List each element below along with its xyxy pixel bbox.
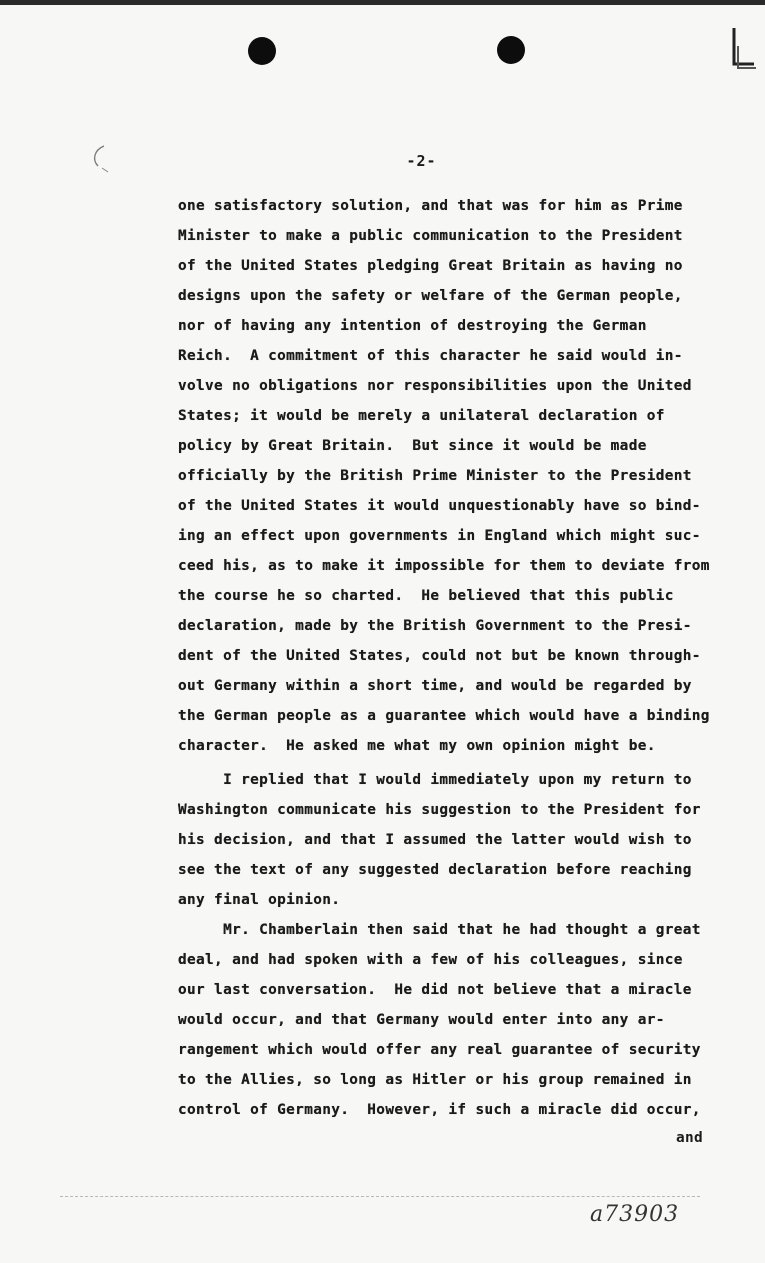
continuation-word: and <box>676 1130 704 1146</box>
text-line: out Germany within a short time, and would be regarded by <box>178 678 692 694</box>
binder-clip-mark <box>728 24 758 74</box>
text-line: our last conversation. He did not believe that a miracle <box>178 982 692 998</box>
punch-hole-left <box>248 37 276 65</box>
page-number: -2- <box>406 152 437 170</box>
text-line: volve no obligations nor responsibilities upon the United <box>178 378 692 394</box>
text-line: Minister to make a public communication to the President <box>178 228 683 244</box>
text-line: would occur, and that Germany would enter into any ar- <box>178 1012 665 1028</box>
text-line: dent of the United States, could not but be known through- <box>178 648 701 664</box>
text-line: designs upon the safety or welfare of the German people, <box>178 288 683 304</box>
text-line: States; it would be merely a unilateral declaration of <box>178 408 665 424</box>
text-line: Mr. Chamberlain then said that he had thought a great <box>178 922 701 938</box>
text-line: ing an effect upon governments in England which might suc- <box>178 528 701 544</box>
text-line: see the text of any suggested declaration before reaching <box>178 862 692 878</box>
text-line: control of Germany. However, if such a miracle did occur, <box>178 1102 701 1118</box>
text-line: nor of having any intention of destroying the German <box>178 318 647 334</box>
text-line: of the United States pledging Great Britain as having no <box>178 258 683 274</box>
text-line: ceed his, as to make it impossible for them to deviate from <box>178 558 710 574</box>
handwritten-document-id: a73903 <box>590 1202 680 1227</box>
text-line: policy by Great Britain. But since it would be made <box>178 438 647 454</box>
text-line: one satisfactory solution, and that was for him as Prime <box>178 198 683 214</box>
text-line: any final opinion. <box>178 892 341 908</box>
text-line: of the United States it would unquestionably have so bind- <box>178 498 701 514</box>
text-line: deal, and had spoken with a few of his colleagues, since <box>178 952 683 968</box>
punch-hole-right <box>497 36 525 64</box>
text-line: I replied that I would immediately upon my return to <box>178 772 692 788</box>
footer-rule <box>60 1196 700 1197</box>
text-line: rangement which would offer any real guarantee of security <box>178 1042 701 1058</box>
text-line: declaration, made by the British Government to the Presi- <box>178 618 692 634</box>
text-line: to the Allies, so long as Hitler or his group remained in <box>178 1072 692 1088</box>
text-line: Reich. A commitment of this character he said would in- <box>178 348 683 364</box>
text-line: officially by the British Prime Minister to the President <box>178 468 692 484</box>
scan-top-edge <box>0 0 765 5</box>
text-line: character. He asked me what my own opinion might be. <box>178 738 656 754</box>
text-line: his decision, and that I assumed the latter would wish to <box>178 832 692 848</box>
text-line: the course he so charted. He believed that this public <box>178 588 674 604</box>
text-line: the German people as a guarantee which would have a binding <box>178 708 710 724</box>
text-line: Washington communicate his suggestion to the President for <box>178 802 701 818</box>
